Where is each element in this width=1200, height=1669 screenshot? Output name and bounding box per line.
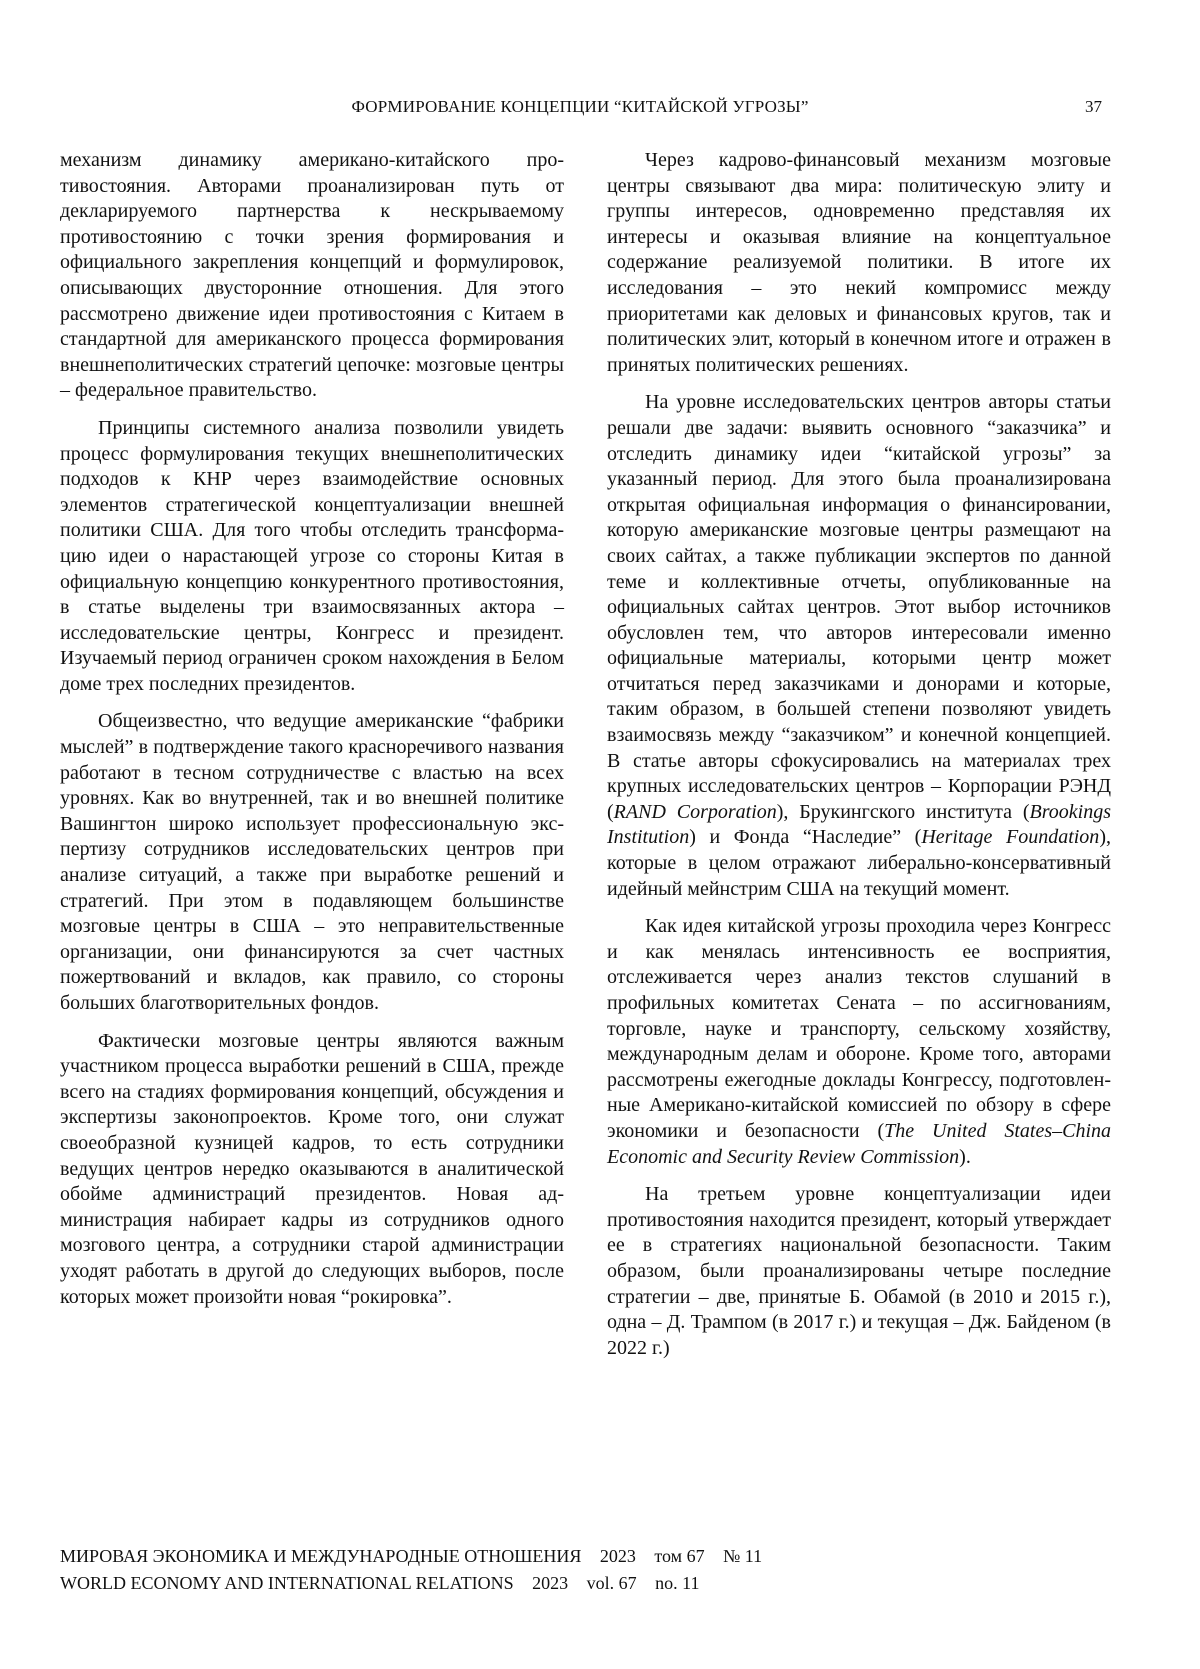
text-segment: ), которые в целом отражают либерально-консервативный идейный мейнстрим США на текущий момент. [607, 826, 1111, 900]
right-column [607, 148, 1111, 1373]
footer-issue-ru: № 11 [723, 1546, 763, 1566]
footer-journal-en: WORLD ECONOMY AND INTERNATIONAL RELATIONS [60, 1573, 514, 1593]
paragraph-congress [607, 914, 1111, 1170]
footer-year-en: 2023 [532, 1573, 569, 1593]
italic-brookings: Brookings Institution [607, 800, 1111, 849]
running-header [60, 94, 1100, 120]
footer-volume-ru: том 67 [654, 1546, 705, 1566]
text-segment: На уровне исследовательских центров авторы статьи решали две задачи: выявить основного “заказчика” и отследить динамику идеи “китайской угрозы” за указанный период. Для этого была проанализирована открытая официальная информация о финансировании, которую американские мозговые центры размещают на своих сайтах, а также публикации экспертов по данной теме и коллективные отчеты, опубликованные на официальных сайтах центров. Этот выбор источников обусловлен тем, что авторов интересовали именно официальные материалы, которыми центр может отчитаться перед заказчиками и донорами и которые, таким образом, в большей степени позволяют увидеть взаимосвязь между “заказчиком” и конечной концепцией. В статье авторы сфокусировались на материалах трех крупных исследовательских центров – Корпорации РЭНД ( [607, 391, 1111, 823]
paragraph-system-analysis: Принципы системного анализа позволили увидеть процесс формулирования текущих внешнеполитических подходов к КНР через взаимодействие основных элементов стратегической концептуализации внешней политики США. Для того чтобы отследить трансформацию идеи о нарастающей угрозе со стороны Китая в официальную концепцию конкурентного противостояния, в статье выделены три взаимосвязанных актора – исследовательские центры, Конгресс и президент. Изучаемый период ограничен сроком нахождения в Белом доме трех последних президентов. [60, 416, 564, 695]
text-segment: ). [959, 1145, 971, 1168]
footer-line-en [60, 1570, 776, 1597]
footer-volume-en: vol. 67 [586, 1573, 637, 1593]
paragraph-financial-mechanism: Через кадрово-финансовый механизм мозговые центры связывают два мира: политическую элиту и группы интересов, одновременно представляя их интересы и оказывая влияние на концептуальное содержание реализуемой политики. В итоге их исследования – это некий компромисс между приоритетами как деловых и финансовых кругов, так и политических элит, который в конечном итоге и отражен в принятых политических решениях. [607, 149, 1111, 376]
paragraph-president: На третьем уровне концептуализации идеи противостояния находится президент, который утверждает ее в стратегиях национальной безопасности. Таким образом, были проанализированы четыре последние стратегии – две, принятые Б. Обамой (в 2010 и 2015 г.), одна – Д. Трампом (в 2017 г.) и текущая – Дж. Байденом (в 2022 г.) [607, 1183, 1111, 1359]
italic-commission: The United States–China Economic and Security Review Commission [607, 1119, 1111, 1168]
footer-issue-en: no. 11 [655, 1573, 700, 1593]
italic-rand: RAND Corporation [613, 800, 777, 823]
paragraph-research-centers [607, 390, 1111, 902]
journal-footer [60, 1543, 776, 1597]
italic-heritage: Heritage Foundation [921, 826, 1100, 849]
paragraph-think-tanks-known: Общеизвестно, что ведущие американские “фабрики мыслей” в подтверждение такого красноречивого названия работают в тесном сотрудничестве с властью на всех уровнях. Как во внутренней, так и во внешней политике Вашингтон широко использует профессиональную экспертизу сотрудников исследовательских центров при анализе ситуаций, а также при выработке решений и стратегий. При этом в подавляющем большинстве мозговые центры в США – это неправительственные организации, они финансируются за счет частных пожертвований и вкладов, как правило, со стороны больших благотворительных фондов. [60, 710, 564, 1014]
page-number: 37 [1085, 97, 1102, 116]
running-title: ФОРМИРОВАНИЕ КОНЦЕПЦИИ “КИТАЙСКОЙ УГРОЗЫ” [351, 97, 809, 116]
paragraph-continuation: механизм динамику американо-китайского противостояния. Авторами проанализирован путь от декларируемого партнерства к нескрываемому противостоянию с точки зрения формирования и официального закрепления концепций и формулировок, описывающих двусторонние отношения. Для этого рассмотрено движение идеи противостояния с Китаем в стандартной для американского процесса формирования внешнеполитических стратегий цепочке: мозговые центры – федеральное правительство. [60, 149, 564, 402]
text-segment: Как идея китайской угрозы проходила через Конгресс и как менялась интенсивность ее восприятия, отслеживается через анализ текстов слушаний в профильных комитетах Сената – по ассигнованиям, торговле, науке и транспорту, сельскому хозяйству, международным делам и обороне. Кроме того, авторами рассмотрены ежегодные доклады Конгрессу, подготовленные Американо-китайской комиссией по обзору в сфере экономики и безопасности ( [607, 915, 1111, 1142]
footer-journal-ru: МИРОВАЯ ЭКОНОМИКА И МЕЖДУНАРОДНЫЕ ОТНОШЕНИЯ [60, 1546, 582, 1566]
footer-year-ru: 2023 [599, 1546, 636, 1566]
left-column [60, 148, 564, 1322]
text-segment: ) и Фонда “Наследие” ( [689, 826, 922, 849]
paragraph-think-tanks-role: Фактически мозговые центры являются важным участником процесса выработки решений в США, прежде всего на стадиях формирования концепций, обсуждения и экспертизы законопроектов. Кроме того, они служат своеобразной кузницей кадров, то есть сотрудники ведущих центров нередко оказываются в аналитической обойме администраций президентов. Новая администрация набирает кадры из сотрудников одного мозгового центра, а сотрудники старой администрации уходят работать в другой до следующих выборов, после которых может произойти новая “рокировка”. [60, 1029, 564, 1308]
footer-line-ru [60, 1543, 776, 1570]
text-segment: ), Брукингского института ( [776, 800, 1030, 823]
